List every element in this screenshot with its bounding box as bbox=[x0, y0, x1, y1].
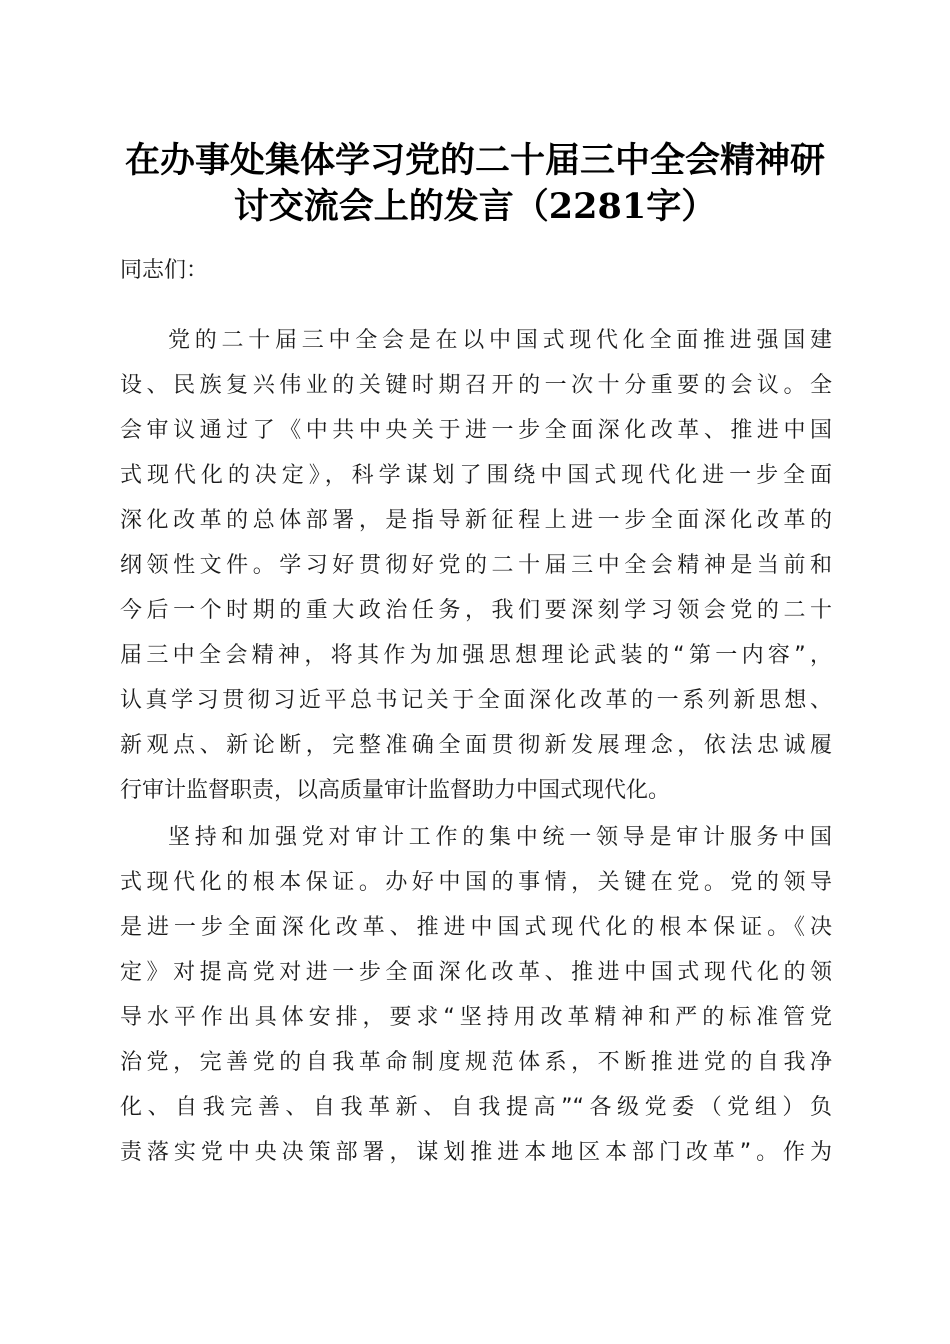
paragraph-1-line: 设、民族复兴伟业的关键时期召开的一次十分重要的会议。全 bbox=[120, 373, 832, 398]
paragraph-2-line: 式现代化的根本保证。办好中国的事情，关键在党。党的领导 bbox=[120, 870, 832, 895]
paragraph-2-line: 治党，完善党的自我革命制度规范体系，不断推进党的自我净 bbox=[120, 1050, 832, 1075]
paragraph-2-line: 定》对提高党对进一步全面深化改革、推进中国式现代化的领 bbox=[120, 960, 832, 985]
paragraph-1-line: 式现代化的决定》，科学谋划了围绕中国式现代化进一步全面 bbox=[120, 463, 832, 488]
paragraph-1-line: 认真学习贯彻习近平总书记关于全面深化改革的一系列新思想、 bbox=[120, 688, 832, 713]
document-title-line-1: 在办事处集体学习党的二十届三中全会精神研 bbox=[124, 140, 825, 181]
paragraph-1-line: 行审计监督职责，以高质量审计监督助力中国式现代化。 bbox=[120, 778, 671, 803]
paragraph-2-line: 导水平作出具体安排，要求“坚持用改革精神和严的标准管党 bbox=[120, 1005, 832, 1030]
paragraph-2-line: 化、自我完善、自我革新、自我提高”“各级党委（党组）负 bbox=[120, 1095, 832, 1120]
paragraph-1-line: 届三中全会精神，将其作为加强思想理论武装的“第一内容”， bbox=[120, 643, 832, 668]
paragraph-1-line: 今后一个时期的重大政治任务，我们要深刻学习领会党的二十 bbox=[120, 598, 832, 623]
paragraph-1-line: 深化改革的总体部署，是指导新征程上进一步全面深化改革的 bbox=[120, 508, 832, 533]
paragraph-2-line: 是进一步全面深化改革、推进中国式现代化的根本保证。《决 bbox=[120, 915, 832, 940]
paragraph-1-line: 纲领性文件。学习好贯彻好党的二十届三中全会精神是当前和 bbox=[120, 553, 832, 578]
paragraph-2-line: 坚持和加强党对审计工作的集中统一领导是审计服务中国 bbox=[168, 825, 832, 850]
paragraph-1-line: 新观点、新论断，完整准确全面贯彻新发展理念，依法忠诚履 bbox=[120, 733, 832, 758]
paragraph-2-line: 责落实党中央决策部署，谋划推进本地区本部门改革”。作为 bbox=[120, 1140, 832, 1165]
salutation: 同志们： bbox=[120, 258, 209, 283]
paragraph-1-line: 党的二十届三中全会是在以中国式现代化全面推进强国建 bbox=[168, 328, 832, 353]
paragraph-1-line: 会审议通过了《中共中央关于进一步全面深化改革、推进中国 bbox=[120, 418, 832, 443]
document-title-line-2: 讨交流会上的发言（2281字） bbox=[233, 186, 717, 227]
